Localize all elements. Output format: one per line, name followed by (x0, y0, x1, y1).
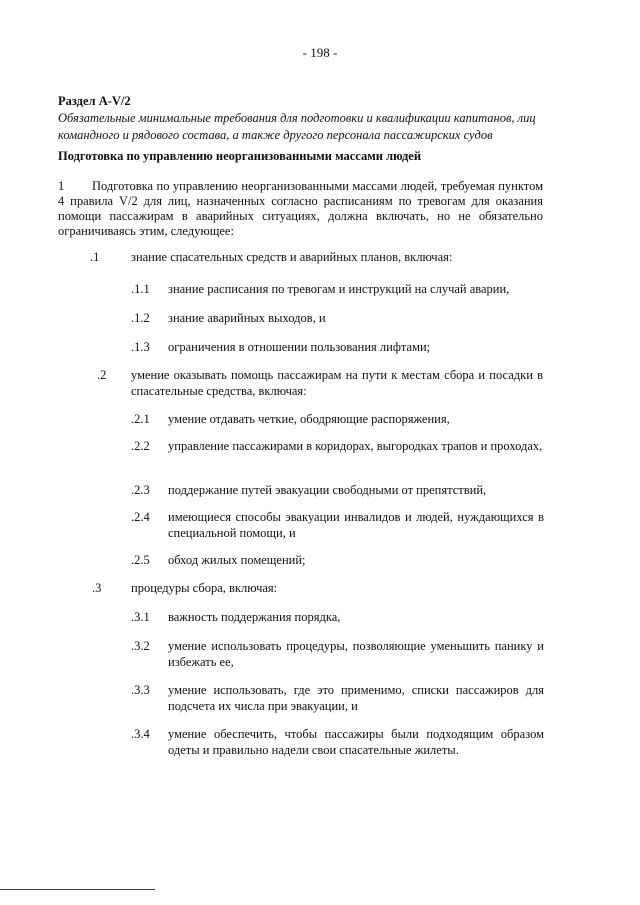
sub-item-text: знание аварийных выходов, и (168, 311, 326, 325)
sub-item-label: .2.5 (131, 553, 150, 567)
item-text: умение оказывать помощь пассажирам на пути к местам сбора и посадки в спасательные средства, включая: (131, 368, 543, 398)
paragraph-number: 1 (58, 179, 65, 193)
item-label: .3 (92, 581, 102, 595)
section-header (58, 93, 558, 144)
sub-item-text: умение использовать процедуры, позволяющие уменьшить панику и избежать ее, (168, 639, 544, 669)
sub-item-text: поддержание путей эвакуации свободными от препятствий, (168, 483, 487, 497)
sub-item-text: управление пассажирами в коридорах, выгородках трапов и проходах, (168, 439, 543, 453)
sub-item-text: умение использовать, где это применимо, списки пассажиров для подсчета их числа при эвакуации, и (168, 683, 544, 713)
sub-item-label: .1.1 (131, 282, 150, 296)
paragraph-text: Подготовка по управлению неорганизованными массами людей, требуемая пунктом 4 правила V/2 для лиц, назначенных согласно расписаниям по тревогам для оказания помощи пассажирам в аварийных ситуациях, должна включать, но не обязательно ограничиваясь этим, следующее: (58, 179, 543, 238)
sub-item-text: ограничения в отношении пользования лифтами; (168, 340, 431, 354)
footnote-separator (0, 889, 155, 890)
sub-item-text: умение отдавать четкие, ободряющие распоряжения, (168, 412, 450, 426)
sub-item-text: имеющиеся способы эвакуации инвалидов и людей, нуждающихся в специальной помощи, и (168, 510, 544, 540)
sub-item-text: умение обеспечить, чтобы пассажиры были подходящим образом одеты и правильно надели свои спасательные жилеты. (168, 727, 544, 757)
sub-item-label: .2.1 (131, 412, 150, 426)
section-heading: Подготовка по управлению неорганизованными массами людей (58, 149, 422, 163)
sub-item-label: .3.1 (131, 610, 150, 624)
section-subtitle: Обязательные минимальные требования для подготовки и квалификации капитанов, лиц командного и рядового состава, а также другого персонала пассажирских судов (58, 111, 536, 142)
sub-item-text: обход жилых помещений; (168, 553, 306, 567)
sub-item-label: .2.3 (131, 483, 150, 497)
sub-item-label: .3.2 (131, 639, 150, 653)
intro-paragraph (58, 179, 543, 239)
item-text: знание спасательных средств и аварийных планов, включая: (131, 250, 453, 264)
sub-item-label: .1.3 (131, 340, 150, 354)
item-label: .1 (90, 250, 100, 264)
sub-item-label: .3.3 (131, 683, 150, 697)
sub-item-label: .2.4 (131, 510, 150, 524)
sub-item-text: важность поддержания порядка, (168, 610, 341, 624)
sub-item-label: .2.2 (131, 439, 150, 453)
item-label: .2 (97, 368, 107, 382)
page-number: - 198 - (302, 45, 338, 60)
item-text: процедуры сбора, включая: (131, 581, 278, 595)
sub-item-label: .1.2 (131, 311, 150, 325)
section-title: Раздел A-V/2 (58, 94, 131, 108)
sub-item-text: знание расписания по тревогам и инструкций на случай аварии, (168, 282, 510, 296)
sub-item-label: .3.4 (131, 727, 150, 741)
